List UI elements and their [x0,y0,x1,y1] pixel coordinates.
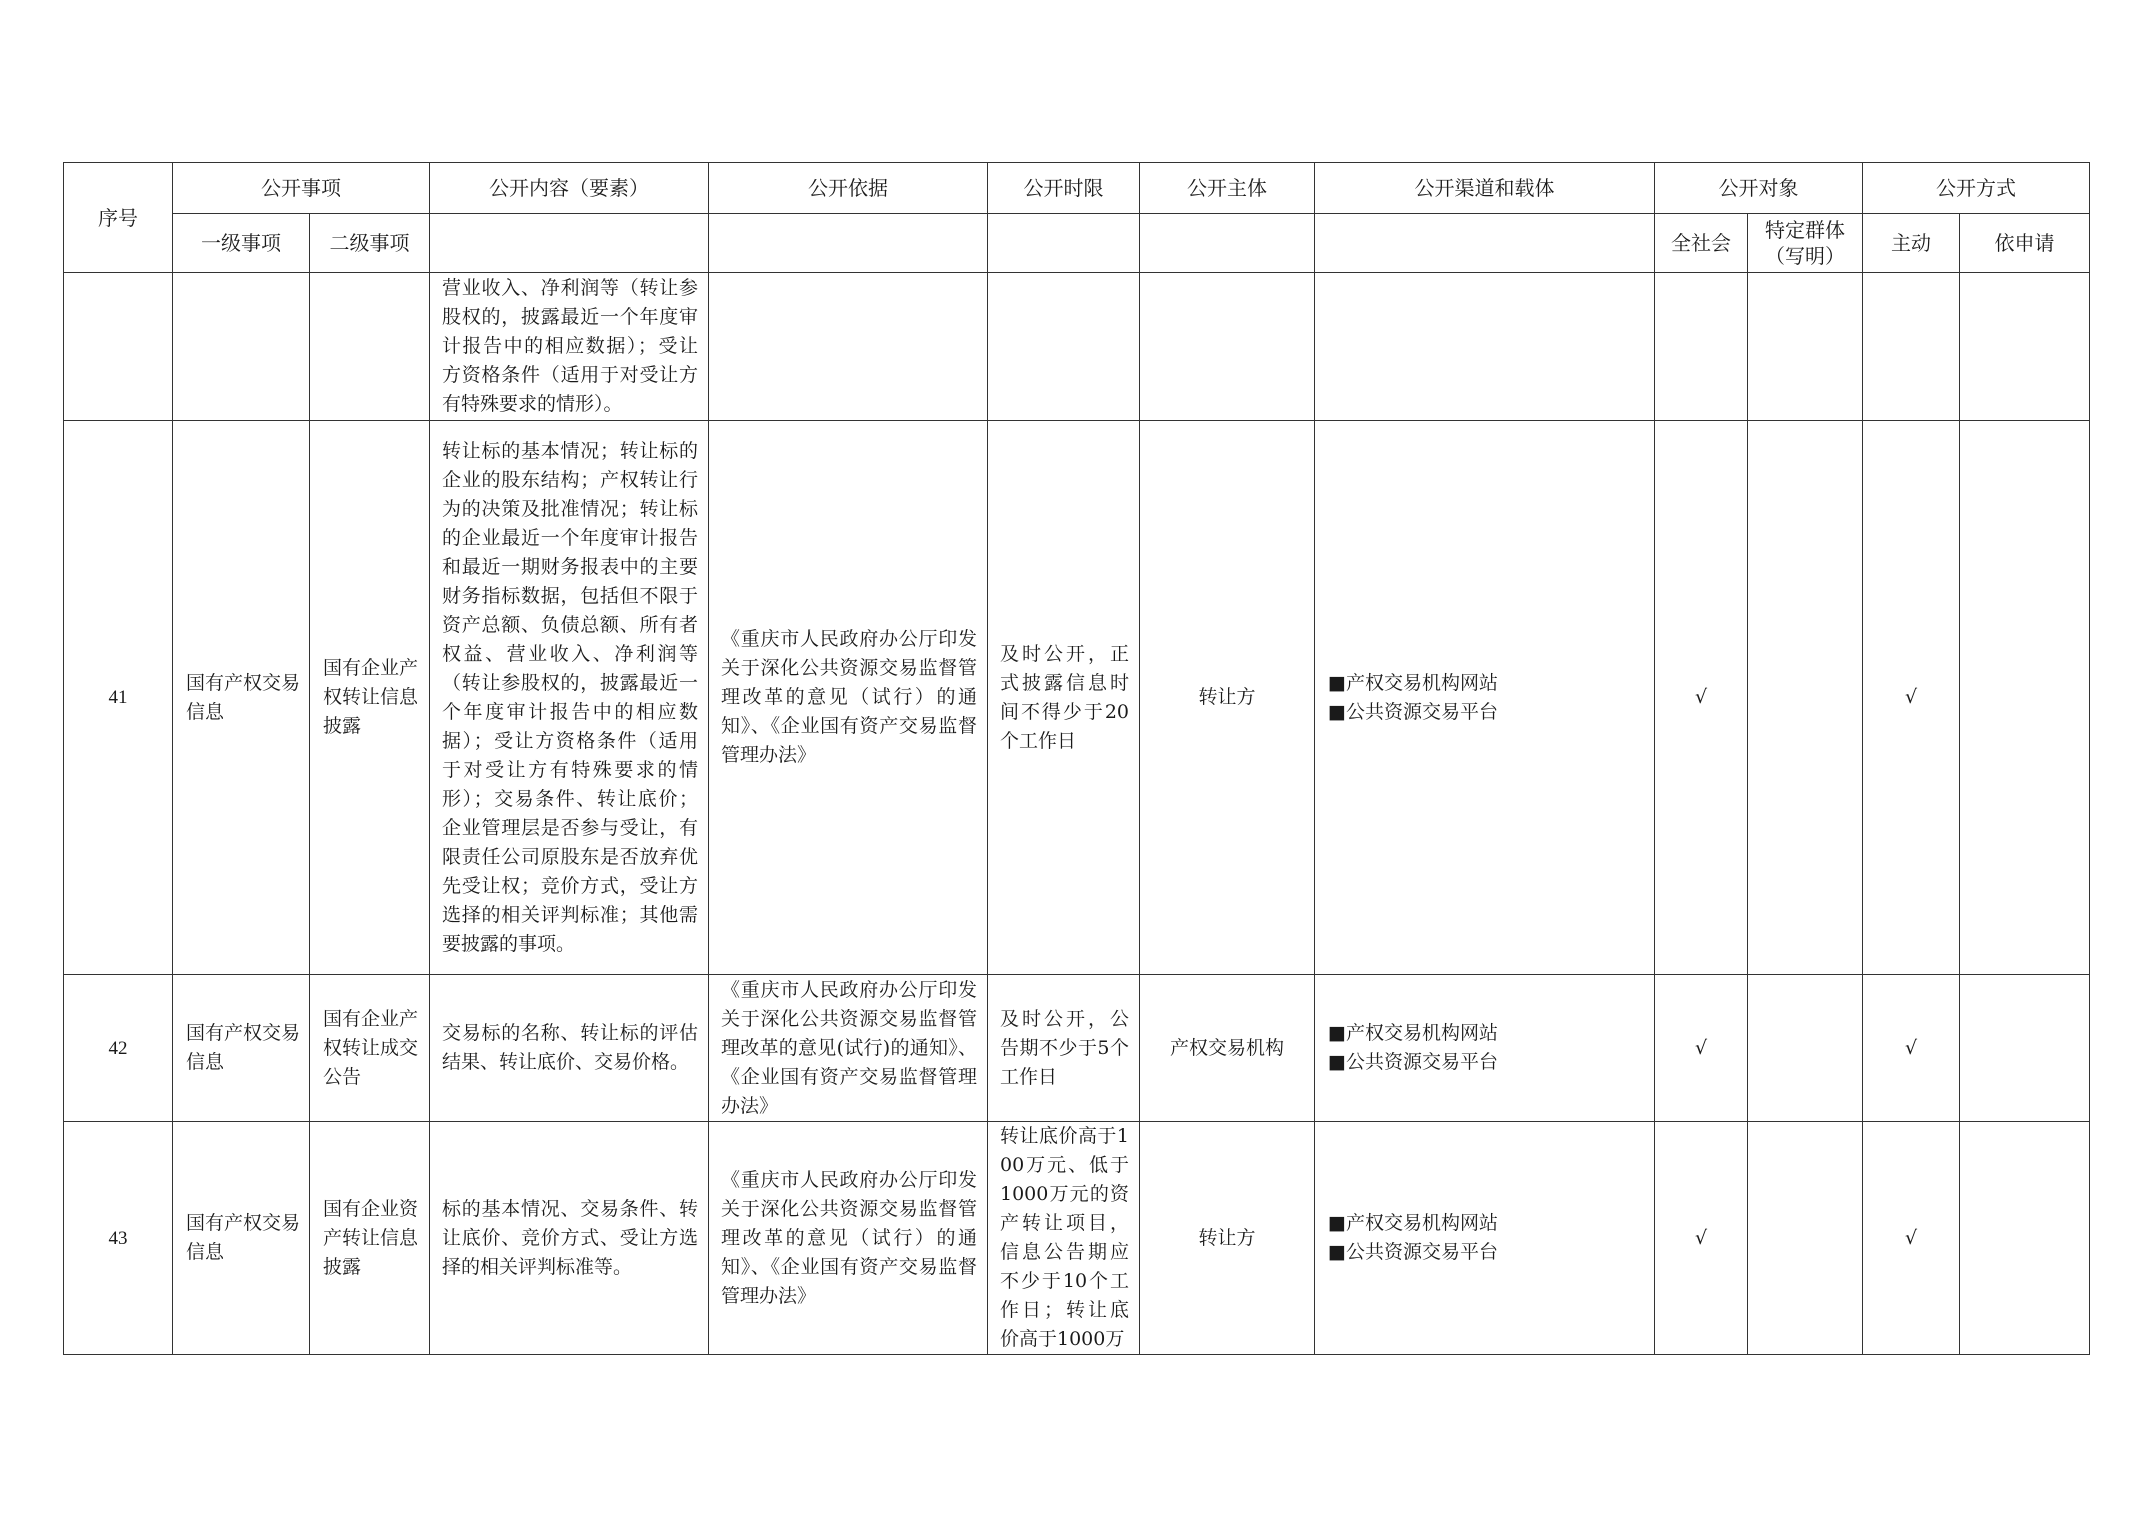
cell-level1: 国有产权交易信息 [173,1122,310,1355]
cell-seq: 42 [64,975,173,1122]
header-subject-empty [1140,214,1315,273]
header-content-empty [430,214,709,273]
cell-content: 营业收入、净利润等（转让参股权的，披露最近一个年度审计报告中的相应数据）；受让方资格条件（适用于对受让方有特殊要求的情形）。 [430,273,709,421]
header-target-specific: 特定群体 （写明） [1748,214,1863,273]
cell-method-apply [1960,273,2090,421]
cell-level2: 国有企业产权转让信息披露 [310,421,430,975]
header-row-2 [64,214,2090,273]
cell-seq [64,273,173,421]
cell-subject: 转让方 [1140,1122,1315,1355]
header-item-l1: 一级事项 [173,214,310,273]
cell-subject: 转让方 [1140,421,1315,975]
header-basis: 公开依据 [709,163,988,214]
cell-time-limit: 转让底价高于100万元、低于1000万元的资产转让项目，信息公告期应不少于10个工作日；转让底价高于1000万 [988,1122,1140,1355]
cell-time-limit: 及时公开，正式披露信息时间不得少于20个工作日 [988,421,1140,975]
cell-method-active: √ [1863,975,1960,1122]
header-row-1 [64,163,2090,214]
cell-channel [1315,273,1655,421]
cell-basis [709,273,988,421]
header-time-limit-empty [988,214,1140,273]
cell-content: 交易标的名称、转让标的评估结果、转让底价、交易价格。 [430,975,709,1122]
table-row [64,421,2090,975]
cell-seq: 41 [64,421,173,975]
cell-target-specific [1748,273,1863,421]
cell-content: 标的基本情况、交易条件、转让底价、竞价方式、受让方选择的相关评判标准等。 [430,1122,709,1355]
cell-level1: 国有产权交易信息 [173,975,310,1122]
cell-channel: ■产权交易机构网站 ■公共资源交易平台 [1315,421,1655,975]
cell-method-apply [1960,421,2090,975]
cell-level1: 国有产权交易信息 [173,421,310,975]
header-basis-empty [709,214,988,273]
cell-target-all [1655,273,1748,421]
cell-target-specific [1748,1122,1863,1355]
header-channel-empty [1315,214,1655,273]
header-target: 公开对象 [1655,163,1863,214]
cell-method-active: √ [1863,421,1960,975]
header-item: 公开事项 [173,163,430,214]
cell-target-all: √ [1655,1122,1748,1355]
header-channel: 公开渠道和载体 [1315,163,1655,214]
cell-method-active: √ [1863,1122,1960,1355]
cell-level2: 国有企业资产转让信息披露 [310,1122,430,1355]
table-row [64,975,2090,1122]
cell-basis: 《重庆市人民政府办公厅印发关于深化公共资源交易监督管理改革的意见（试行）的通知》、《企业国有资产交易监督管理办法》 [709,1122,988,1355]
cell-subject [1140,273,1315,421]
cell-method-apply [1960,1122,2090,1355]
disclosure-table [63,162,2090,1355]
cell-level1 [173,273,310,421]
header-seq: 序号 [64,163,173,273]
cell-level2: 国有企业产权转让成交公告 [310,975,430,1122]
cell-channel: ■产权交易机构网站 ■公共资源交易平台 [1315,1122,1655,1355]
cell-level2 [310,273,430,421]
header-item-l2: 二级事项 [310,214,430,273]
header-subject: 公开主体 [1140,163,1315,214]
cell-basis: 《重庆市人民政府办公厅印发关于深化公共资源交易监督管理改革的意见（试行）的通知》、《企业国有资产交易监督管理办法》 [709,421,988,975]
cell-seq: 43 [64,1122,173,1355]
cell-channel: ■产权交易机构网站 ■公共资源交易平台 [1315,975,1655,1122]
header-method: 公开方式 [1863,163,2090,214]
table-row [64,273,2090,421]
cell-target-all: √ [1655,975,1748,1122]
header-method-active: 主动 [1863,214,1960,273]
cell-target-specific [1748,421,1863,975]
cell-content: 转让标的基本情况；转让标的企业的股东结构；产权转让行为的决策及批准情况；转让标的企业最近一个年度审计报告和最近一期财务报表中的主要财务指标数据，包括但不限于资产总额、负债总额、所有者权益、营业收入、净利润等（转让参股权的，披露最近一个年度审计报告中的相应数据）；受让方资格条件（适用于对受让方有特殊要求的情形）；交易条件、转让底价；企业管理层是否参与受让，有限责任公司原股东是否放弃优先受让权；竞价方式，受让方选择的相关评判标准；其他需要披露的事项。 [430,421,709,975]
cell-target-all: √ [1655,421,1748,975]
header-target-all: 全社会 [1655,214,1748,273]
cell-time-limit: 及时公开，公告期不少于5个工作日 [988,975,1140,1122]
header-method-apply: 依申请 [1960,214,2090,273]
cell-basis: 《重庆市人民政府办公厅印发关于深化公共资源交易监督管理改革的意见(试行)的通知》、《企业国有资产交易监督管理办法》 [709,975,988,1122]
header-content: 公开内容（要素） [430,163,709,214]
cell-target-specific [1748,975,1863,1122]
cell-method-active [1863,273,1960,421]
header-time-limit: 公开时限 [988,163,1140,214]
table-row [64,1122,2090,1355]
cell-subject: 产权交易机构 [1140,975,1315,1122]
cell-time-limit [988,273,1140,421]
cell-method-apply [1960,975,2090,1122]
